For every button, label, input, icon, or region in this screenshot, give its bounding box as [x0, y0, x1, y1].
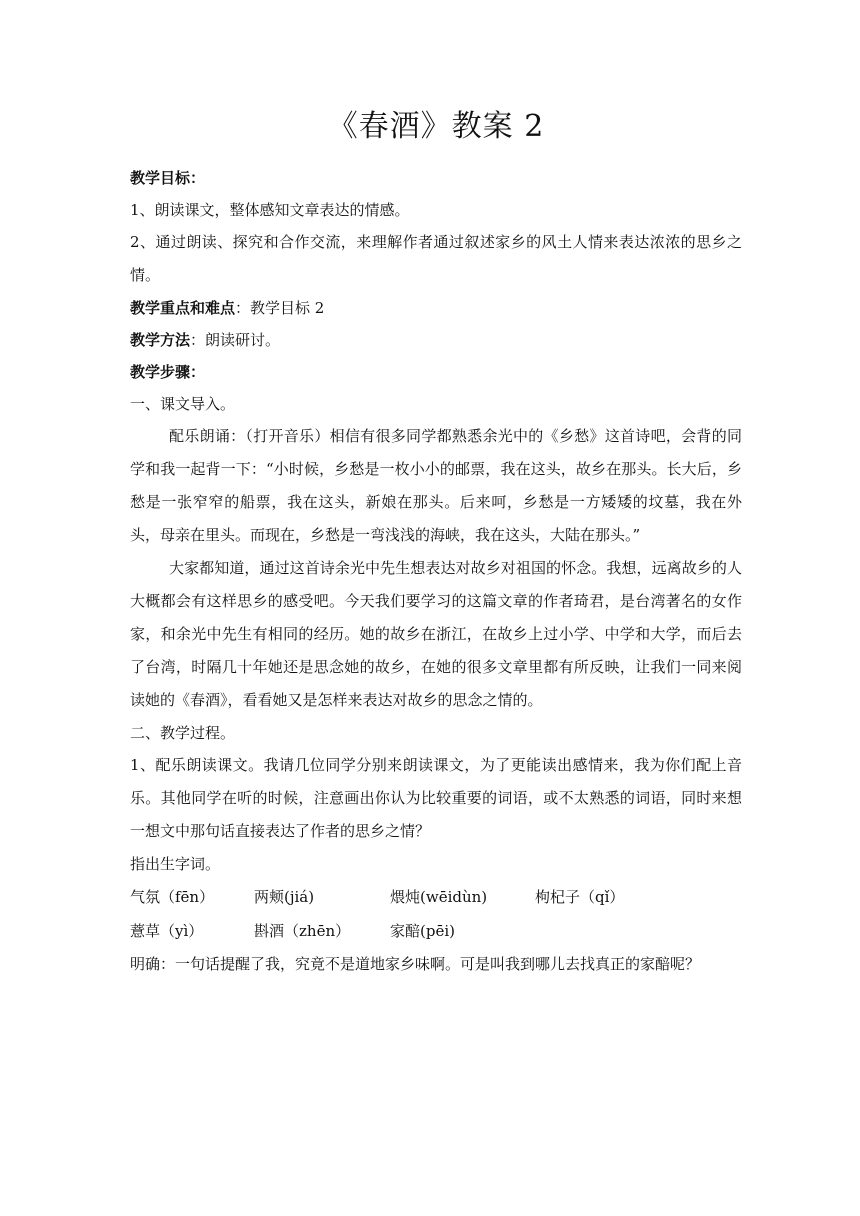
vocab-row-2 [130, 914, 742, 948]
method-line [130, 324, 742, 356]
document-page [130, 104, 742, 981]
method-label: 教学方法 [130, 331, 191, 349]
goal-1: 1、朗读课文，整体感知文章表达的情感。 [130, 201, 410, 219]
paragraph-author-intro: 大家都知道，通过这首诗余光中先生想表达对故乡对祖国的怀念。我想，远离故乡的人大概都会有这样思乡的感受吧。今天我们要学习的这篇文章的作者琦君，是台湾著名的女作家，和余光中先生有相同的经历。她的故乡在浙江，在故乡上过小学、中学和大学，而后去了台湾，时隔几十年她还是思念她的故乡，在她的很多文章里都有所反映，让我们一同来阅读她的《春酒》，看看她又是怎样来表达对故乡的思念之情的。 [130, 559, 742, 709]
vocab-row-1 [130, 880, 742, 914]
document-title: 《春酒》教案 2 [327, 109, 545, 144]
vocab-item: 两颊(jiá) [254, 888, 315, 906]
goal-2: 2、通过朗读、探究和合作交流，来理解作者通过叙述家乡的风土人情来表达浓浓的思乡之情。 [130, 233, 742, 284]
steps-heading: 教学步骤： [130, 363, 206, 381]
paragraph-intro-poem: 配乐朗诵：（打开音乐）相信有很多同学都熟悉余光中的《乡愁》这首诗吧，会背的同学和我一起背一下：“小时候，乡愁是一枚小小的邮票，我在这头，故乡在那头。长大后，乡愁是一张窄窄的船票，我在这头，新娘在那头。后来呵，乡愁是一方矮矮的坟墓，我在外头，母亲在里头。而现在，乡愁是一弯浅浅的海峡，我在这头，大陆在那头。” [130, 427, 742, 544]
paragraph-clarification: 明确：一句话提醒了我，究竟不是道地家乡味啊。可是叫我到哪儿去找真正的家醅呢？ [130, 955, 701, 973]
method-value: ：朗读研讨。 [190, 331, 281, 349]
focus-value: ：教学目标 2 [235, 299, 325, 317]
paragraph-reading: 1、配乐朗读课文。我请几位同学分别来朗读课文，为了更能读出感情来，我为你们配上音乐。其他同学在听的时候，注意画出你认为比较重要的词语，或不太熟悉的词语，同时来想一想文中那句话直接表达了作者的思乡之情？ [130, 756, 742, 840]
vocab-item: 气氛（fēn） [130, 888, 215, 906]
vocab-item: 枸杞子（qǐ） [535, 888, 625, 906]
vocab-intro: 指出生字词。 [130, 855, 221, 873]
vocab-item: 斟酒（zhēn） [254, 922, 351, 940]
goals-heading: 教学目标： [130, 169, 206, 187]
vocab-item: 家醅(pēi) [390, 922, 455, 940]
section-2-heading: 二、教学过程。 [130, 724, 236, 742]
section-1-heading: 一、课文导入。 [130, 395, 236, 413]
vocab-item: 薏草（yì） [130, 922, 204, 940]
vocab-item: 煨炖(wēidùn) [390, 888, 488, 906]
focus-line [130, 292, 742, 324]
focus-label: 教学重点和难点 [130, 299, 236, 317]
